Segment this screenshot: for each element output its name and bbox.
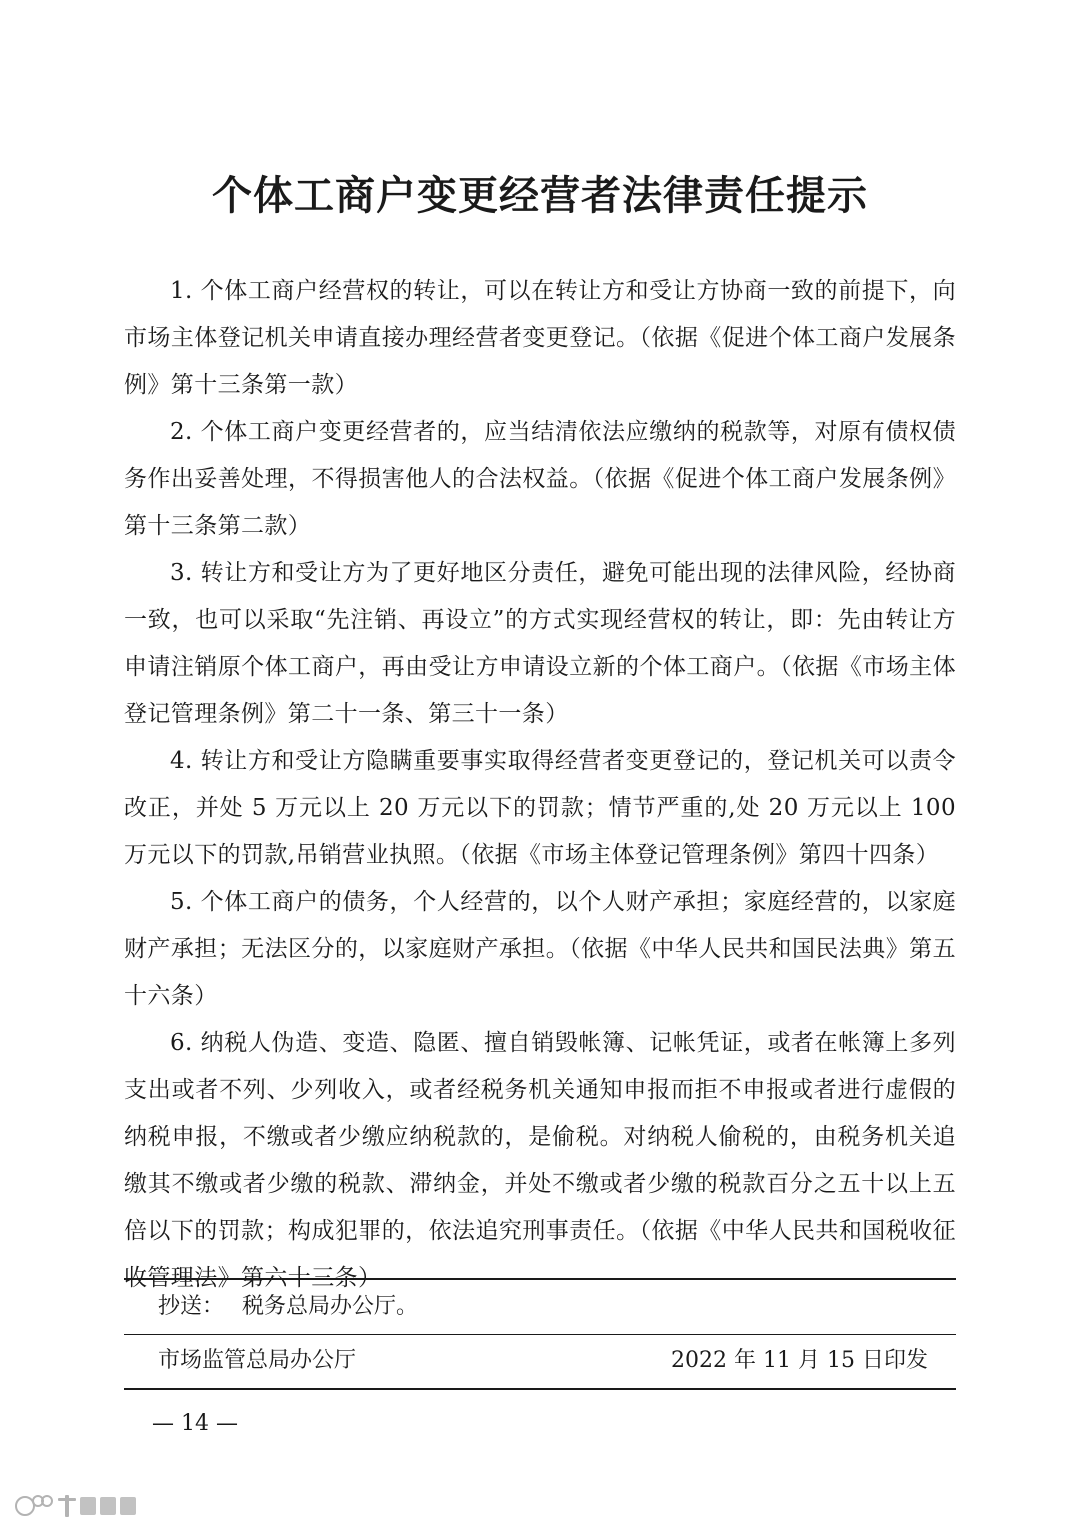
paragraph-5: 5. 个体工商户的债务，个人经营的，以个人财产承担；家庭经营的，以家庭财产承担；无法区分的，以家庭财产承担。（依据《中华人民共和国民法典》第五十六条） [124, 889, 956, 1009]
footer-bottom-rule [124, 1388, 956, 1390]
footer-middle-rule [124, 1334, 956, 1335]
page-number: — 14 — [152, 1411, 238, 1436]
cc-label: 抄送： [158, 1294, 225, 1319]
cc-line [158, 1289, 418, 1325]
paragraph-3: 3. 转让方和受让方为了更好地区分责任，避免可能出现的法律风险，经协商一致，也可以采取“先注销、再设立”的方式实现经营权的转让，即：先由转让方申请注销原个体工商户，再由受让方申请设立新的个体工商户。（依据《市场主体登记管理条例》第二十一条、第三十一条） [124, 560, 956, 727]
document-body [124, 268, 956, 1302]
cc-recipient: 税务总局办公厅。 [242, 1294, 419, 1319]
issuer: 市场监管总局办公厅 [158, 1348, 357, 1373]
paragraph-1: 1. 个体工商户经营权的转让，可以在转让方和受让方协商一致的前提下，向市场主体登记机关申请直接办理经营者变更登记。（依据《促进个体工商户发展条例》第十三条第一款） [124, 278, 956, 398]
watermark-logo [14, 1493, 144, 1519]
footer-top-rule [124, 1278, 956, 1280]
paragraph-4: 4. 转让方和受让方隐瞒重要事实取得经营者变更登记的，登记机关可以责令改正，并处 5 万元以上 20 万元以下的罚款；情节严重的,处 20 万元以上 100 万元以下的罚款,吊销营业执照。（依据《市场主体登记管理条例》第四十四条） [124, 748, 956, 868]
document-title: 个体工商户变更经营者法律责任提示 [212, 172, 868, 219]
paragraph-2: 2. 个体工商户变更经营者的，应当结清依法应缴纳的税款等，对原有债权债务作出妥善处理，不得损害他人的合法权益。（依据《促进个体工商户发展条例》第十三条第二款） [124, 419, 956, 539]
paragraph-6: 6. 纳税人伪造、变造、隐匿、擅自销毁帐簿、记帐凭证，或者在帐簿上多列支出或者不列、少列收入，或者经税务机关通知申报而拒不申报或者进行虚假的纳税申报，不缴或者少缴应纳税款的，是偷税。对纳税人偷税的，由税务机关追缴其不缴或者少缴的税款、滞纳金，并处不缴或者少缴的税款百分之五十以上五倍以下的罚款；构成犯罪的，依法追究刑事责任。（依据《中华人民共和国税收征收管理法》第六十三条） [124, 1030, 956, 1291]
issue-date: 2022 年 11 月 15 日印发 [671, 1348, 928, 1373]
